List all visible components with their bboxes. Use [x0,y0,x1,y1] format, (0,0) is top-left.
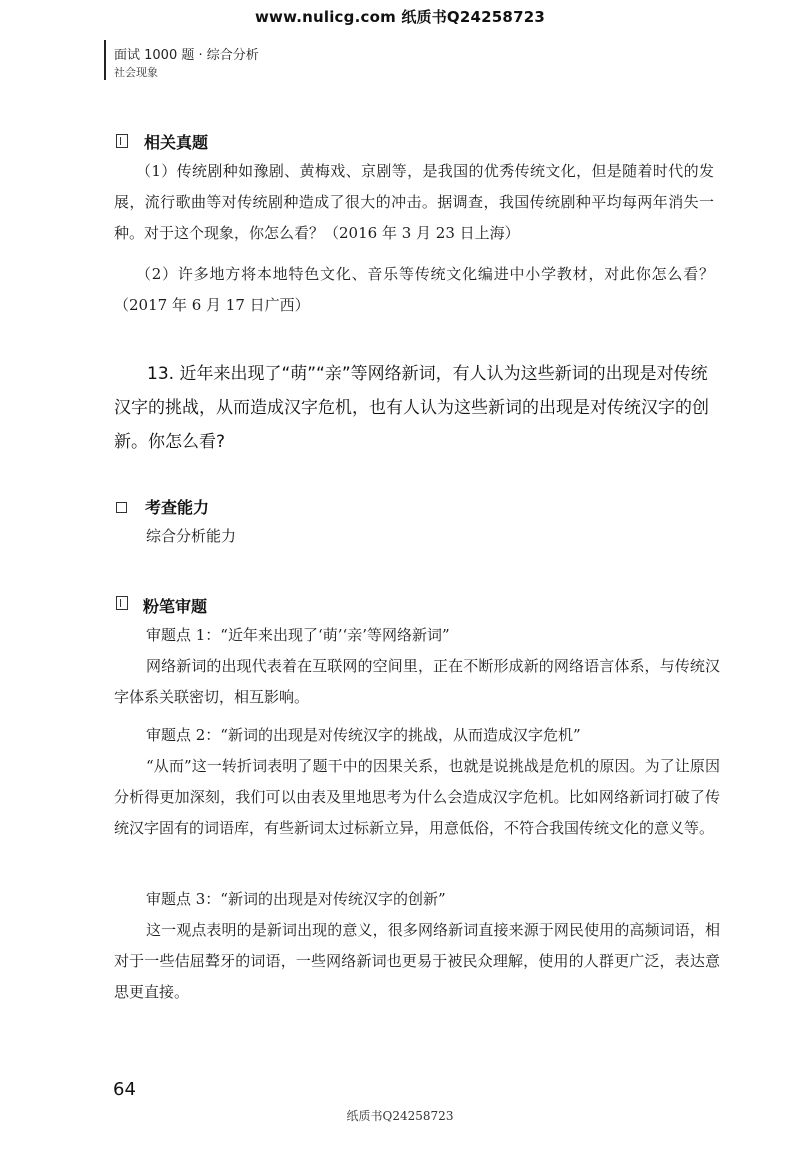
ability-content: 综合分析能力 [146,527,237,545]
header-divider [104,40,106,80]
analysis-point-1-label: 审题点 1：“近年来出现了‘萌’‘亲’等网络新词” [146,626,450,644]
ability-square-icon [116,502,127,513]
analysis-point-2-label: 审题点 2：“新词的出现是对传统汉字的挑战，从而造成汉字危机” [146,726,581,744]
question-13: 13. 近年来出现了“萌”“亲”等网络新词，有人认为这些新词的出现是对传统汉字的挑战，从而造成汉字危机，也有人认为这些新词的出现是对传统汉字的创新。你怎么看? [114,364,709,452]
analysis-point-3-label: 审题点 3：“新词的出现是对传统汉字的创新” [146,890,446,908]
related-question-1: （1）传统剧种如豫剧、黄梅戏、京剧等，是我国的优秀传统文化，但是随着时代的发展，流行歌曲等对传统剧种造成了很大的冲击。据调查，我国传统剧种平均每两年消失一种。对于这个现象，你怎么看？（2016 年 3 月 23 日上海） [114,162,714,242]
analysis-icon [116,596,128,610]
related-question-2: （2）许多地方将本地特色文化、音乐等传统文化编进中小学教材，对此你怎么看？（2017 年 6 月 17 日广西） [114,265,714,314]
book-title: 面试 1000 题 · 综合分析 [114,48,259,63]
chapter-title: 社会现象 [114,66,158,79]
page-number: 64 [113,1079,136,1100]
related-questions-icon [116,134,128,148]
analysis-point-3-text: 这一观点表明的是新词出现的意义，很多网络新词直接来源于网民使用的高频词语，相对于一些佶屈聱牙的词语，一些网络新词也更易于被民众理解，使用的人群更广泛，表达意思更直接。 [114,921,720,1001]
analysis-title: 粉笔审题 [143,597,208,616]
analysis-point-2-text: “从而”这一转折词表明了题干中的因果关系，也就是说挑战是危机的原因。为了让原因分析得更加深刻，我们可以由表及里地思考为什么会造成汉字危机。比如网络新词打破了传统汉字固有的词语库，有些新词太过标新立异，用意低俗，不符合我国传统文化的意义等。 [114,757,720,837]
ability-title: 考查能力 [145,498,210,517]
analysis-point-1-text: 网络新词的出现代表着在互联网的空间里，正在不断形成新的网络语言体系，与传统汉字体系关联密切，相互影响。 [114,657,720,706]
top-watermark: www.nulicg.com 纸质书Q24258723 [255,8,545,26]
bottom-watermark: 纸质书Q24258723 [346,1109,454,1123]
related-questions-title: 相关真题 [144,133,209,152]
